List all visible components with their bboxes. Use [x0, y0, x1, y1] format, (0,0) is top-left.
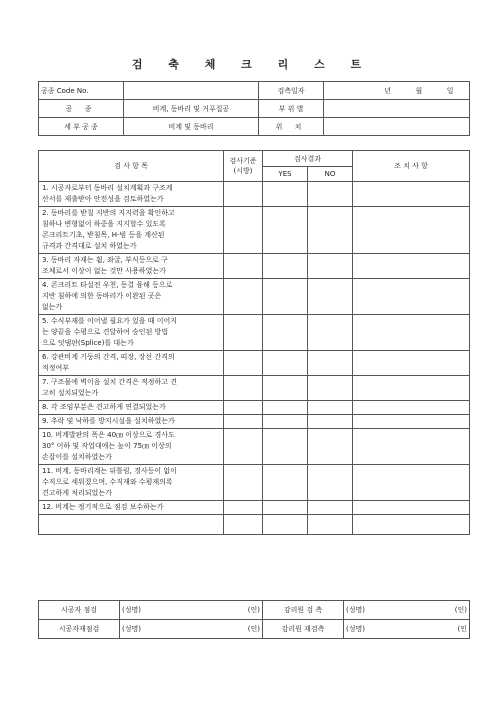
- action-cell[interactable]: [353, 207, 470, 254]
- action-cell[interactable]: [353, 315, 470, 351]
- item-line: 10. 비계발판의 폭은 40㎝ 이상으로 경사도: [42, 431, 175, 439]
- sign-supervisor: [344, 601, 470, 620]
- table-row: [39, 254, 470, 279]
- no-cell[interactable]: [308, 279, 353, 315]
- page-title: 검 축 체 크 리 스 트: [131, 58, 373, 71]
- inspection-item: [39, 465, 224, 501]
- inspection-item: [39, 429, 224, 465]
- detail-label: 세 부 공 종: [39, 118, 124, 136]
- inspection-table: [38, 150, 470, 535]
- col-result: 검사결과: [263, 151, 353, 167]
- table-row: [39, 429, 470, 465]
- yes-cell[interactable]: [263, 376, 308, 401]
- table-row: [39, 401, 470, 415]
- location-label: 위 치: [259, 118, 324, 136]
- inspection-item: [39, 501, 224, 515]
- no-cell[interactable]: [308, 207, 353, 254]
- action-cell[interactable]: [353, 254, 470, 279]
- item-line: 침하나 변형없이 하중을 지지할수 있도록: [42, 220, 166, 228]
- signature-table: [38, 600, 470, 639]
- sign-label-supervisor: 감리원 검 측: [263, 601, 344, 620]
- inspection-item: [39, 279, 224, 315]
- work-label: 공 종: [39, 100, 124, 118]
- action-cell[interactable]: [353, 279, 470, 315]
- criteria-cell[interactable]: [224, 429, 263, 465]
- seal-placeholder: (인): [247, 606, 260, 614]
- no-cell[interactable]: [308, 501, 353, 515]
- code-label: 공종 Code No.: [39, 82, 124, 100]
- item-line: 조체로서 이상이 없는 것만 사용하였는가: [42, 267, 166, 275]
- col-action: 조 치 사 항: [353, 151, 470, 182]
- sign-contractor-recheck: [120, 620, 263, 639]
- no-cell[interactable]: [308, 182, 353, 207]
- item-line: 지반 침하에 의한 동바리가 이완된 곳은: [42, 292, 162, 300]
- criteria-cell[interactable]: [224, 376, 263, 401]
- sign-label-supervisor-recheck: 감리원 재검측: [263, 620, 344, 639]
- col-criteria-label: 검사기준: [229, 157, 257, 165]
- criteria-cell[interactable]: [224, 207, 263, 254]
- header-table: [38, 81, 470, 136]
- item-line: 콘크리트기초, 받침목, H-빔 등을 계산된: [42, 231, 165, 239]
- blank-row: [39, 515, 470, 535]
- sign-supervisor-recheck: [344, 620, 470, 639]
- inspection-item: [39, 182, 224, 207]
- no-cell[interactable]: [308, 429, 353, 465]
- seal-placeholder: (인: [457, 625, 467, 633]
- item-line: 8. 각 조임부분은 견고하게 연결되었는가: [42, 403, 166, 411]
- criteria-cell[interactable]: [224, 501, 263, 515]
- item-line: 견고하게 처리되었는가: [42, 489, 112, 497]
- detail-value: 비계 및 동바리: [124, 118, 259, 136]
- criteria-cell[interactable]: [224, 182, 263, 207]
- table-row: [39, 501, 470, 515]
- no-cell[interactable]: [308, 401, 353, 415]
- inspection-item: [39, 376, 224, 401]
- criteria-cell[interactable]: [224, 465, 263, 501]
- col-items: 검 사 항 목: [39, 151, 224, 182]
- item-line: 없는가: [42, 303, 63, 311]
- item-line: 적정여부: [42, 364, 70, 372]
- action-cell[interactable]: [353, 501, 470, 515]
- sign-contractor: [120, 601, 263, 620]
- item-line: 12. 비계는 정기적으로 점검 보수하는가: [42, 503, 164, 511]
- item-line: 5. 수식부재를 이어낼 필요가 있을 때 이어지: [42, 317, 177, 325]
- inspection-item: [39, 415, 224, 429]
- inspection-item: [39, 351, 224, 376]
- item-line: 7. 구조물에 벽이음 설치 간격은 적정하고 견: [42, 378, 177, 386]
- inspection-item: [39, 315, 224, 351]
- seal-placeholder: (인): [247, 625, 260, 633]
- yes-cell[interactable]: [263, 501, 308, 515]
- date-label: 검측일자: [259, 82, 324, 100]
- yes-cell[interactable]: [263, 465, 308, 501]
- name-placeholder: (성명): [346, 606, 365, 614]
- no-cell[interactable]: [308, 351, 353, 376]
- yes-cell[interactable]: [263, 401, 308, 415]
- criteria-cell[interactable]: [224, 351, 263, 376]
- criteria-cell[interactable]: [224, 415, 263, 429]
- yes-cell[interactable]: [263, 315, 308, 351]
- yes-cell[interactable]: [263, 415, 308, 429]
- criteria-cell[interactable]: [224, 254, 263, 279]
- table-row: [39, 207, 470, 254]
- work-value: 비계, 동바리 및 거푸집공: [124, 100, 259, 118]
- date-month: 월: [415, 86, 423, 95]
- item-line: 11. 비계, 동바리계는 뒤틀림, 경사등이 없이: [42, 467, 177, 475]
- item-line: 4. 콘크리트 타설전 우천, 동결 융해 등으로: [42, 281, 173, 289]
- item-line: 30° 이하 및 작업대에는 높이 75㎝ 이상의: [42, 442, 172, 450]
- action-cell[interactable]: [353, 401, 470, 415]
- no-cell[interactable]: [308, 376, 353, 401]
- col-no: NO: [308, 167, 353, 182]
- part-label: 부 위 별: [259, 100, 324, 118]
- date-value: [324, 82, 470, 100]
- inspection-item: [39, 207, 224, 254]
- date-year: 년: [384, 86, 391, 95]
- criteria-cell[interactable]: [224, 401, 263, 415]
- action-cell[interactable]: [353, 415, 470, 429]
- name-placeholder: (성명): [122, 625, 141, 633]
- table-row: [39, 465, 470, 501]
- table-row: [39, 415, 470, 429]
- item-line: 6. 강관비계 기둥의 간격, 띠장, 장선 간격의: [42, 353, 175, 361]
- item-line: 9. 추락 및 낙하를 방지시설을 설치하였는가: [42, 417, 175, 425]
- action-cell[interactable]: [353, 351, 470, 376]
- sign-label-contractor: 시공자 점검: [39, 601, 120, 620]
- yes-cell[interactable]: [263, 182, 308, 207]
- item-line: 규격과 간격대로 설치 하였는가: [42, 242, 137, 250]
- no-cell[interactable]: [308, 254, 353, 279]
- yes-cell[interactable]: [263, 207, 308, 254]
- item-line: 손잡이를 설치하였는가: [42, 453, 112, 461]
- criteria-cell[interactable]: [224, 279, 263, 315]
- table-row: [39, 351, 470, 376]
- yes-cell[interactable]: [263, 351, 308, 376]
- action-cell[interactable]: [353, 429, 470, 465]
- item-line: 으로 덧댐판(Splice)를 대는가: [42, 339, 134, 347]
- seal-placeholder: (인): [454, 606, 467, 614]
- name-placeholder: (성명): [346, 625, 365, 633]
- date-day: 일: [446, 86, 454, 95]
- location-value: [324, 118, 470, 136]
- item-line: 2. 동바리를 받칠 지반의 지지력을 확인하고: [42, 209, 175, 217]
- table-row: [39, 376, 470, 401]
- yes-cell[interactable]: [263, 279, 308, 315]
- item-line: 3. 동바리 자재는 휨, 좌굴, 부식등으로 구: [42, 256, 168, 264]
- code-value: [124, 82, 259, 100]
- no-cell[interactable]: [308, 315, 353, 351]
- item-line: 산서를 제출받아 안전성을 검토하였는가: [42, 195, 164, 203]
- sign-label-contractor-recheck: 시공자재점검: [39, 620, 120, 639]
- col-yes: YES: [263, 167, 308, 182]
- item-line: 는 양끝을 수평으로 견달하여 승인된 방법: [42, 328, 169, 336]
- yes-cell[interactable]: [263, 254, 308, 279]
- inspection-item: [39, 401, 224, 415]
- col-criteria-sub: (시방): [233, 167, 253, 175]
- table-row: [39, 182, 470, 207]
- no-cell[interactable]: [308, 465, 353, 501]
- no-cell[interactable]: [308, 415, 353, 429]
- table-row: [39, 279, 470, 315]
- action-cell[interactable]: [353, 182, 470, 207]
- action-cell[interactable]: [353, 465, 470, 501]
- action-cell[interactable]: [353, 376, 470, 401]
- part-value: [324, 100, 470, 118]
- yes-cell[interactable]: [263, 429, 308, 465]
- inspection-item: [39, 254, 224, 279]
- item-line: 고히 설치되었는가: [42, 389, 99, 397]
- item-line: 1. 시공자로부터 동바리 설치계획과 구조계: [42, 184, 173, 192]
- criteria-cell[interactable]: [224, 315, 263, 351]
- name-placeholder: (성명): [122, 606, 141, 614]
- item-line: 수직으로 세워졌으며, 수직재와 수평재의록: [42, 478, 173, 486]
- table-row: [39, 315, 470, 351]
- col-criteria: [224, 151, 263, 182]
